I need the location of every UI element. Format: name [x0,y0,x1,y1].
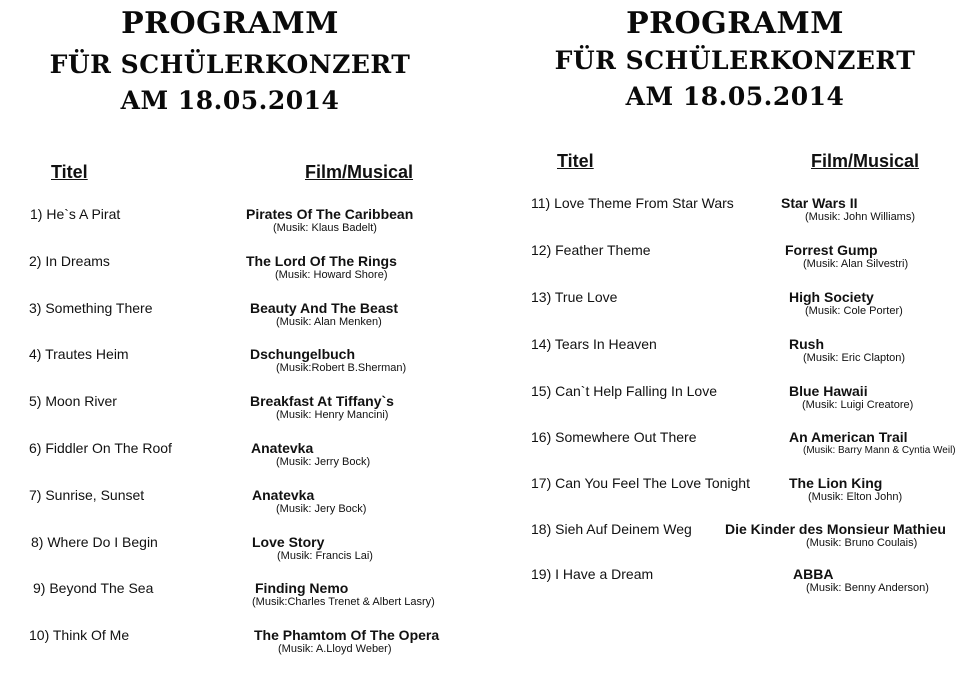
composer-credit: (Musik: Alan Silvestri) [803,258,909,270]
film-title: The Lion King [789,475,883,491]
composer-credit: (Musik:Charles Trenet & Albert Lasry) [252,596,435,608]
piece-title: 7) Sunrise, Sunset [29,487,145,503]
film-title: Beauty And The Beast [250,300,399,316]
piece-title: 10) Think Of Me [29,627,130,643]
program-entry [0,627,490,667]
program-entry [490,289,980,329]
program-entry [0,580,490,620]
program-entry [0,534,490,574]
piece-title: 11) Love Theme From Star Wars [531,195,734,211]
program-entry [0,253,490,293]
piece-title: 12) Feather Theme [531,242,651,258]
composer-credit: (Musik: Luigi Creatore) [802,399,914,411]
program-entry [0,300,490,340]
film-title: The Phamtom Of The Opera [254,627,440,643]
program-entry [490,521,980,561]
piece-title: 3) Something There [29,300,153,316]
piece-title: 2) In Dreams [29,253,110,269]
film-title: Pirates Of The Caribbean [246,206,414,222]
composer-credit: (Musik: Barry Mann & Cyntia Weil) [803,445,956,456]
program-title: PROGRAMM [121,6,339,41]
program-entry [490,566,980,606]
film-title: ABBA [793,566,834,582]
program-entry [490,195,980,235]
composer-credit: (Musik: Howard Shore) [275,269,388,281]
piece-title: 8) Where Do I Begin [31,534,158,550]
piece-title: 14) Tears In Heaven [531,336,657,352]
composer-credit: (Musik: Eric Clapton) [803,352,906,364]
composer-credit: (Musik: Jerry Bock) [276,456,371,468]
composer-credit: (Musik:Robert B.Sherman) [276,362,407,374]
film-title: Finding Nemo [255,580,349,596]
program-entry [0,346,490,386]
film-title: Love Story [252,534,325,550]
piece-title: 17) Can You Feel The Love Tonight [531,475,750,491]
film-title: High Society [789,289,874,305]
program-entry [0,440,490,480]
program-entry [490,475,980,515]
program-entry [490,429,980,469]
composer-credit: (Musik: Bruno Coulais) [806,537,918,549]
composer-credit: (Musik: Elton John) [808,491,903,503]
piece-title: 4) Trautes Heim [29,346,129,362]
program-entry [490,242,980,282]
program-subtitle: FÜR SCHÜLERKONZERT [49,50,411,79]
film-title: Breakfast At Tiffany`s [250,393,394,409]
film-title: Anatevka [251,440,314,456]
program-entry [0,487,490,527]
composer-credit: (Musik: Francis Lai) [277,550,373,562]
program-title: PROGRAMM [626,6,844,41]
film-title: Blue Hawaii [789,383,868,399]
composer-credit: (Musik: A.Lloyd Weber) [278,643,392,655]
piece-title: 6) Fiddler On The Roof [29,440,172,456]
film-title: Star Wars II [781,195,858,211]
column-header-film: Film/Musical [811,151,920,171]
piece-title: 9) Beyond The Sea [33,580,154,596]
program-entry [0,206,490,246]
piece-title: 15) Can`t Help Falling In Love [531,383,717,399]
column-header-title: Titel [557,151,594,171]
program-entry [0,393,490,433]
program-date: AM 18.05.2014 [120,86,340,115]
composer-credit: (Musik: Alan Menken) [276,316,382,328]
program-page-right [490,0,980,681]
composer-credit: (Musik: Henry Mancini) [276,409,389,421]
film-title: Dschungelbuch [250,346,356,362]
film-title: Forrest Gump [785,242,878,258]
piece-title: 19) I Have a Dream [531,566,654,582]
column-header-film: Film/Musical [305,162,414,182]
film-title: An American Trail [789,429,908,445]
piece-title: 18) Sieh Auf Deinem Weg [531,521,692,537]
film-title: Rush [789,336,824,352]
composer-credit: (Musik: Cole Porter) [805,305,903,317]
composer-credit: (Musik: Klaus Badelt) [273,222,377,234]
program-date: AM 18.05.2014 [625,82,845,111]
film-title: The Lord Of The Rings [246,253,397,269]
program-subtitle: FÜR SCHÜLERKONZERT [554,46,916,75]
piece-title: 1) He`s A Pirat [30,206,121,222]
composer-credit: (Musik: Jery Bock) [276,503,367,515]
piece-title: 16) Somewhere Out There [531,429,697,445]
program-entry [490,336,980,376]
program-entry [490,383,980,423]
piece-title: 13) True Love [531,289,618,305]
piece-title: 5) Moon River [29,393,117,409]
film-title: Die Kinder des Monsieur Mathieu [725,521,946,537]
composer-credit: (Musik: Benny Anderson) [806,582,929,594]
column-header-title: Titel [51,162,88,182]
composer-credit: (Musik: John Williams) [805,211,916,223]
film-title: Anatevka [252,487,315,503]
